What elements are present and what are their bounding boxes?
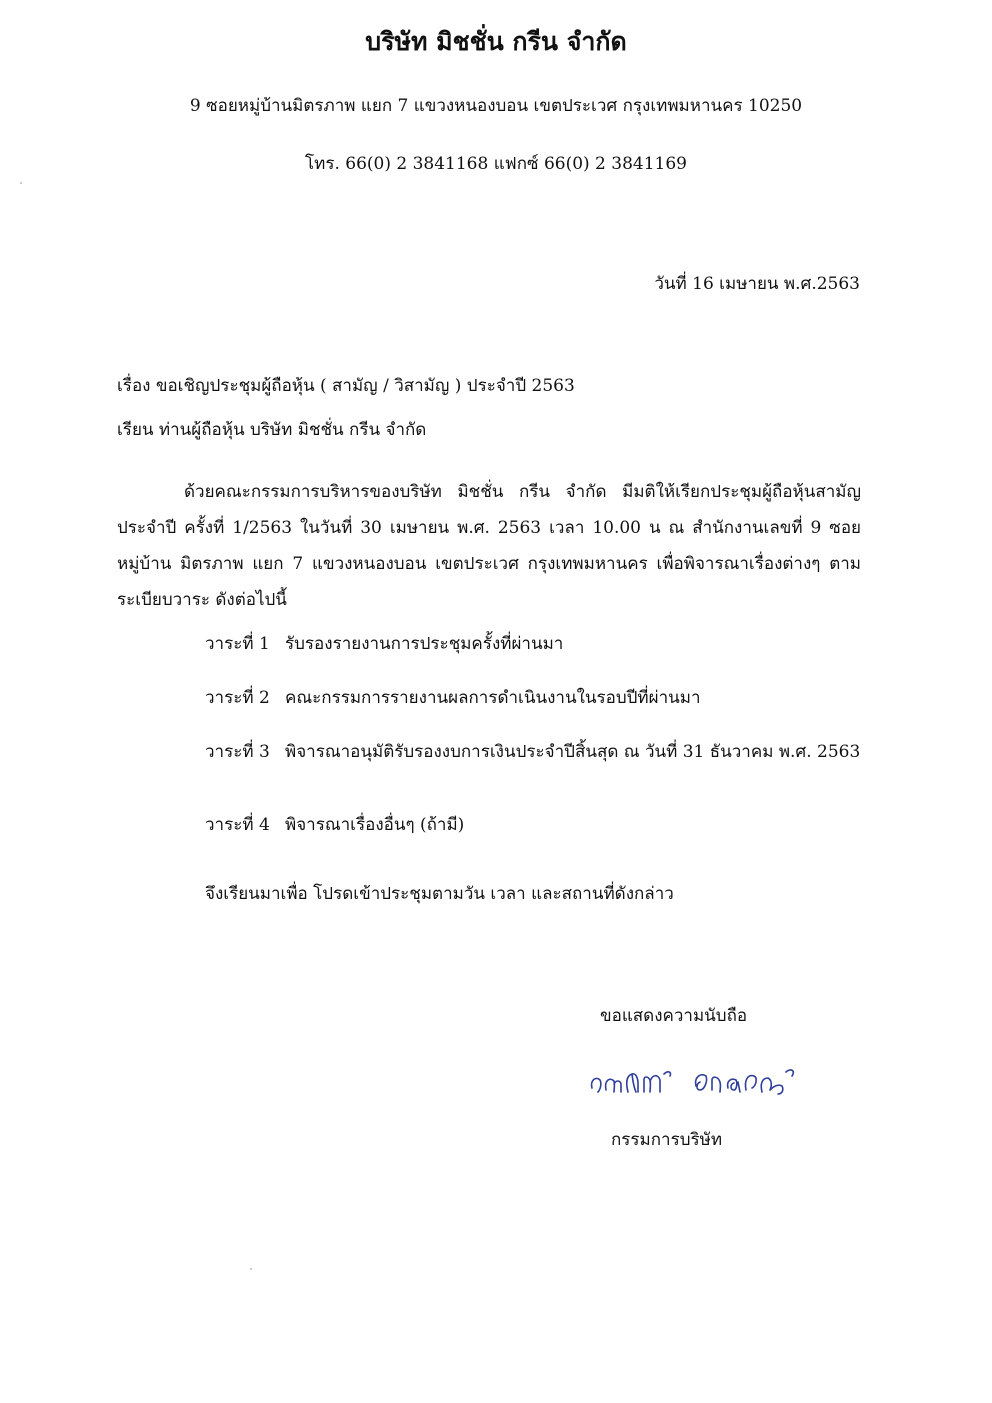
letter-subject: เรื่อง ขอเชิญประชุมผู้ถือหุ้น ( สามัญ / วิสามัญ ) ประจำปี 2563	[117, 376, 575, 396]
agenda-text: พิจารณาอนุมัติรับรองงบการเงินประจำปีสิ้นสุด ณ วันที่ 31 ธันวาคม พ.ศ. 2563	[285, 742, 861, 762]
scan-speck	[20, 182, 22, 184]
agenda-text: รับรองรายงานการประชุมครั้งที่ผ่านมา	[285, 634, 564, 654]
company-address: 9 ซอยหมู่บ้านมิตรภาพ แยก 7 แขวงหนองบอน เขตประเวศ กรุงเทพมหานคร 10250	[189, 96, 803, 116]
agenda-text: พิจารณาเรื่องอื่นๆ (ถ้ามี)	[285, 815, 465, 835]
scan-speck	[250, 1268, 252, 1270]
agenda-item	[205, 630, 563, 657]
agenda-number: วาระที่ 3	[205, 742, 270, 762]
regards-text: ขอแสดงความนับถือ	[600, 1006, 748, 1026]
agenda-text: คณะกรรมการรายงานผลการดำเนินงานในรอบปีที่ผ่านมา	[285, 688, 701, 708]
handwritten-signature	[588, 1050, 808, 1100]
agenda-item	[205, 738, 860, 765]
letter-body: ด้วยคณะกรรมการบริหารของบริษัท มิชชั่น กรีน จำกัด มีมติให้เรียกประชุมผู้ถือหุ้นสามัญ ประจำปี ครั้งที่ 1/2563 ในวันที่ 30 เมษายน พ.ศ. 2563 เวลา 10.00 น ณ สำนักงานเลขที่ 9 ซอยหมู่บ้าน มิตรภาพ แยก 7 แขวงหนองบอน เขตประเวศ กรุงเทพมหานคร เพื่อพิจารณาเรื่องต่างๆ ตามระเบียบวาระ ดังต่อไปนี้	[117, 482, 861, 610]
agenda-item	[205, 811, 464, 838]
closing-sentence: จึงเรียนมาเพื่อ โปรดเข้าประชุมตามวัน เวลา และสถานที่ดังกล่าว	[205, 884, 674, 904]
letter-recipient: เรียน ท่านผู้ถือหุ้น บริษัท มิชชั่น กรีน จำกัด	[117, 420, 427, 440]
agenda-number: วาระที่ 1	[205, 634, 270, 654]
company-name: บริษัท มิชชั่น กรีน จำกัด	[365, 27, 627, 56]
company-contact: โทร. 66(0) 2 3841168 แฟกซ์ 66(0) 2 3841169	[304, 154, 687, 174]
agenda-number: วาระที่ 4	[205, 815, 270, 835]
agenda-number: วาระที่ 2	[205, 688, 270, 708]
letter-date: วันที่ 16 เมษายน พ.ศ.2563	[654, 274, 860, 294]
agenda-item	[205, 684, 701, 711]
signer-title: กรรมการบริษัท	[611, 1130, 723, 1150]
